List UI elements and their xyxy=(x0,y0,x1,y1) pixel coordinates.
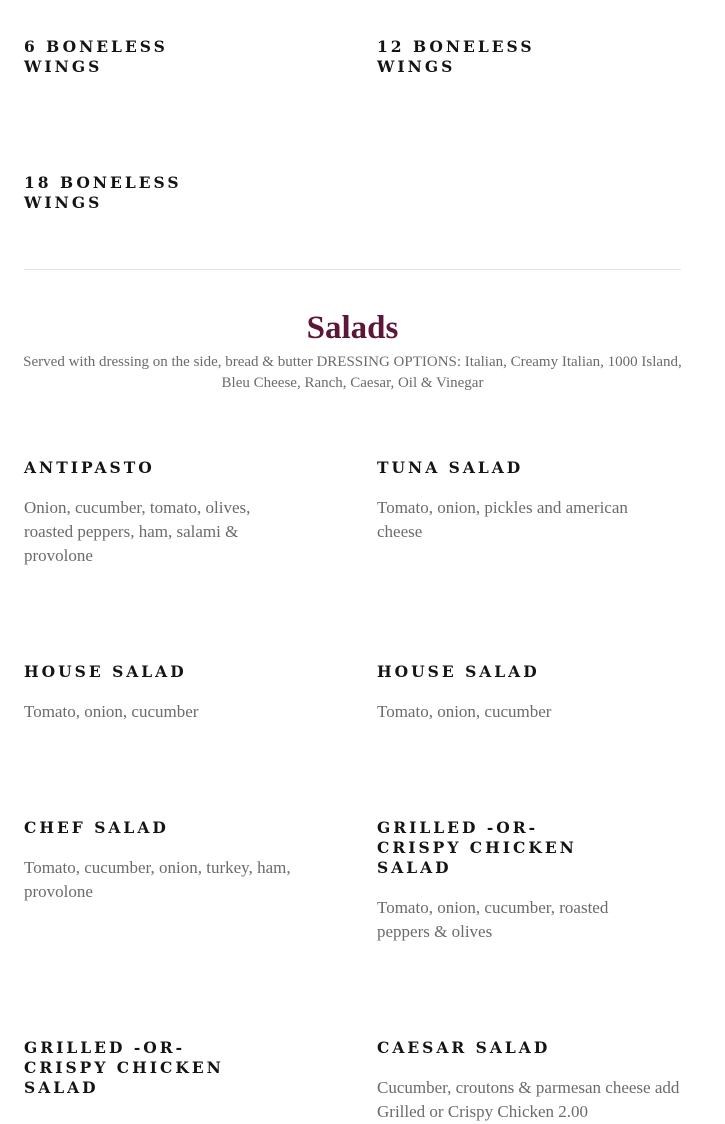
menu-item xyxy=(377,662,677,724)
item-name: 6 BONELESS WINGS xyxy=(24,37,168,76)
item-name: TUNA SALAD xyxy=(377,458,524,477)
item-description: Cucumber, croutons & parmesan cheese add Grilled or Crispy Chicken 2.00 xyxy=(377,1078,680,1121)
item-name: ANTIPASTO xyxy=(24,458,155,477)
item-description: Tomato, cucumber, onion, turkey, ham, provolone xyxy=(24,858,291,901)
menu-item xyxy=(24,37,304,77)
item-name: 12 BONELESS WINGS xyxy=(377,37,535,76)
menu-item xyxy=(24,662,324,724)
section-divider xyxy=(24,269,681,270)
item-name: 18 BONELESS WINGS xyxy=(24,173,182,212)
menu-item xyxy=(377,37,657,77)
menu-item xyxy=(377,458,677,544)
menu-item xyxy=(377,1038,687,1124)
item-description: Onion, cucumber, tomato, olives, roasted peppers, ham, salami & provolone xyxy=(24,498,251,565)
section-title: Salads xyxy=(306,310,399,346)
section-description: Served with dressing on the side, bread & butter DRESSING OPTIONS: Italian, Creamy Italian, 1000 Island, Bleu Cheese, Ranch, Caesar, Oil & Vinegar xyxy=(23,354,682,391)
item-description: Tomato, onion, cucumber xyxy=(24,702,199,721)
item-name: GRILLED -OR- CRISPY CHICKEN SALAD xyxy=(377,818,577,877)
item-name: CAESAR SALAD xyxy=(377,1038,551,1057)
menu-item xyxy=(24,1038,324,1098)
item-name: GRILLED -OR- CRISPY CHICKEN SALAD xyxy=(24,1038,224,1097)
item-name: CHEF SALAD xyxy=(24,818,169,837)
menu-item xyxy=(24,173,304,213)
menu-item xyxy=(377,818,677,944)
item-name: HOUSE SALAD xyxy=(377,662,540,681)
item-name: HOUSE SALAD xyxy=(24,662,187,681)
menu-item xyxy=(24,458,324,568)
item-description: Tomato, onion, cucumber xyxy=(377,702,552,721)
item-description: Tomato, onion, cucumber, roasted peppers & olives xyxy=(377,898,609,941)
menu-item xyxy=(24,818,324,904)
item-description: Tomato, onion, pickles and american cheese xyxy=(377,498,628,541)
